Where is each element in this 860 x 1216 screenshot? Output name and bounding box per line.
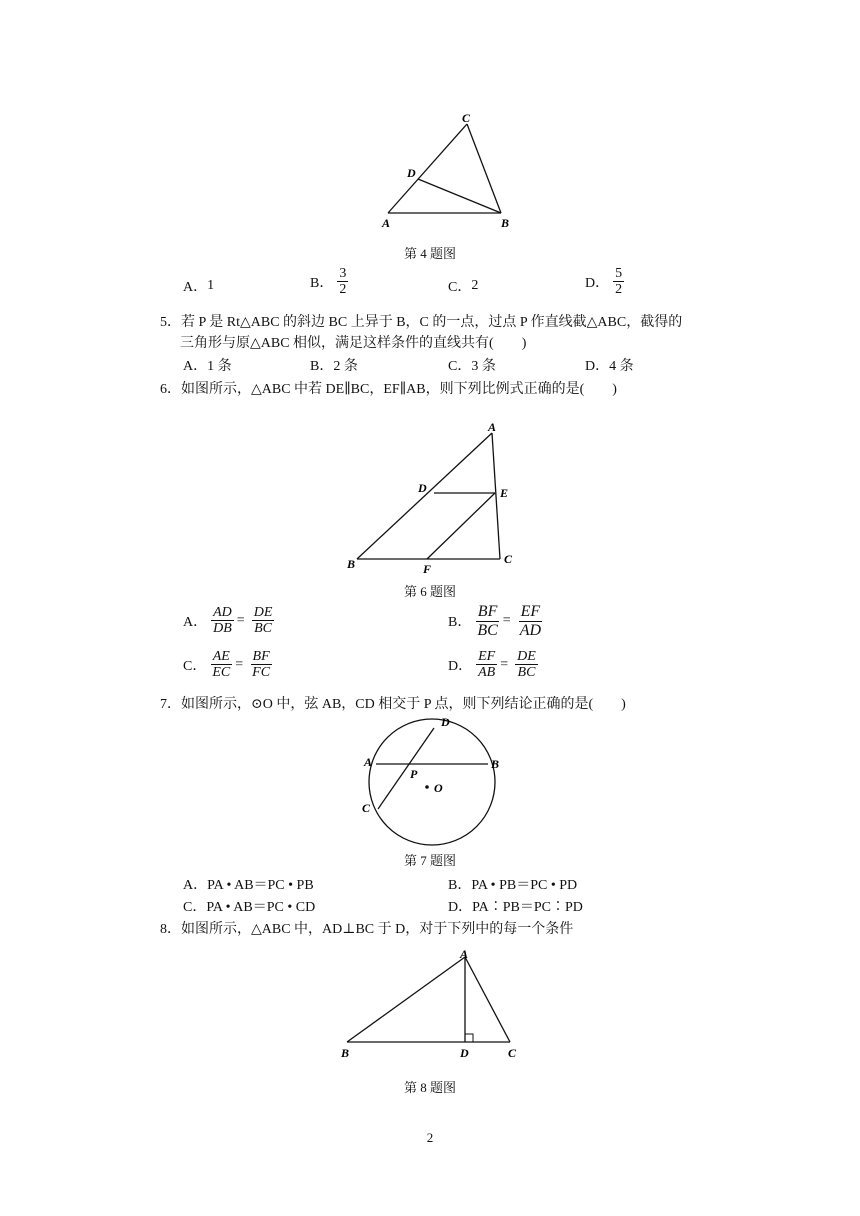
figure-8-caption: 第 8 题图 xyxy=(403,1080,456,1095)
figure-7-diagram xyxy=(355,712,515,847)
fig7-label-c: C xyxy=(362,801,371,815)
q6-option-a: A． $\frac{AD}{DB}$ = $\frac{DE}{BC}$ xyxy=(183,605,273,637)
q4-option-c: C． 2 xyxy=(448,278,479,295)
q5-option-d: D．4 条 xyxy=(585,359,634,374)
q7-stem: 7．如图所示，⊙O 中，弦 AB，CD 相交于 P 点，则下列结论正确的是( ) xyxy=(160,697,626,712)
figure-6-caption: 第 6 题图 xyxy=(403,584,456,599)
fig8-label-b: B xyxy=(341,1046,350,1060)
q6-option-b: B． $\frac{BF}{BC}$ = $\frac{EF}{AD}$ xyxy=(448,603,542,639)
q5-stem-line-1: 5．若 P 是 Rt△ABC 的斜边 BC 上异于 B，C 的一点，过点 P 作直线截△ABC，截得的 xyxy=(160,315,683,330)
fig7-label-p: P xyxy=(410,767,418,781)
q7-option-b: B．PA • PB＝PC • PD xyxy=(448,878,578,893)
page-number: 2 xyxy=(426,1130,434,1145)
fig6-label-c: C xyxy=(504,552,513,566)
figure-4-caption: 第 4 题图 xyxy=(403,246,456,261)
q5-option-c: C．3 条 xyxy=(448,359,496,374)
fig7-label-d: D xyxy=(441,715,450,729)
fig6-label-e: E xyxy=(500,486,509,500)
q6-option-c: C． $\frac{AE}{EC}$ = $\frac{BF}{FC}$ xyxy=(183,649,271,681)
fig6-label-f: F xyxy=(423,562,432,576)
fig7-label-b: B xyxy=(491,757,500,771)
fig8-label-c: C xyxy=(508,1046,517,1060)
q6-stem: 6．如图所示，△ABC 中若 DE∥BC，EF∥AB，则下列比例式正确的是( ) xyxy=(160,382,617,397)
fig6-label-b: B xyxy=(347,557,356,571)
figure-8-diagram xyxy=(330,945,540,1065)
fig7-label-a: A xyxy=(364,755,373,769)
q6-option-d: D． $\frac{EF}{AB}$ = $\frac{DE}{BC}$ xyxy=(448,649,536,681)
fig6-label-d: D xyxy=(418,481,427,495)
q5-option-b: B．2 条 xyxy=(310,359,358,374)
fig6-label-a: A xyxy=(488,420,497,434)
fig8-label-a: A xyxy=(460,947,469,961)
figure-6-diagram xyxy=(340,420,530,580)
q5-stem-line-2: 三角形与原△ABC 相似，满足这样条件的直线共有( ) xyxy=(180,336,527,351)
q4-option-a: A． 1 xyxy=(183,278,215,295)
fig4-label-a: A xyxy=(382,216,391,230)
figure-4-diagram xyxy=(370,110,530,235)
q4-option-d: D． $\frac{5}{2}$ xyxy=(585,266,623,298)
q7-option-a: A．PA • AB＝PC • PB xyxy=(183,878,314,893)
q4-option-b: B． $\frac{3}{2}$ xyxy=(310,266,347,298)
q8-stem: 8．如图所示，△ABC 中，AD⊥BC 于 D，对于下列中的每一个条件 xyxy=(160,922,574,937)
q7-option-c: C．PA • AB＝PC • CD xyxy=(183,900,316,915)
fig8-label-d: D xyxy=(460,1046,469,1060)
fig4-label-c: C xyxy=(462,111,471,125)
q4-option-d-fraction: $\frac{5}{2}$ xyxy=(615,266,623,298)
q7-option-d: D．PA∶PB＝PC∶PD xyxy=(448,900,583,915)
fig4-label-d: D xyxy=(407,166,416,180)
figure-7-caption: 第 7 题图 xyxy=(403,853,456,868)
q4-option-b-fraction: $\frac{3}{2}$ xyxy=(339,266,347,298)
fig7-label-o: O xyxy=(434,781,443,795)
q5-option-a: A．1 条 xyxy=(183,359,232,374)
fig4-label-b: B xyxy=(501,216,510,230)
